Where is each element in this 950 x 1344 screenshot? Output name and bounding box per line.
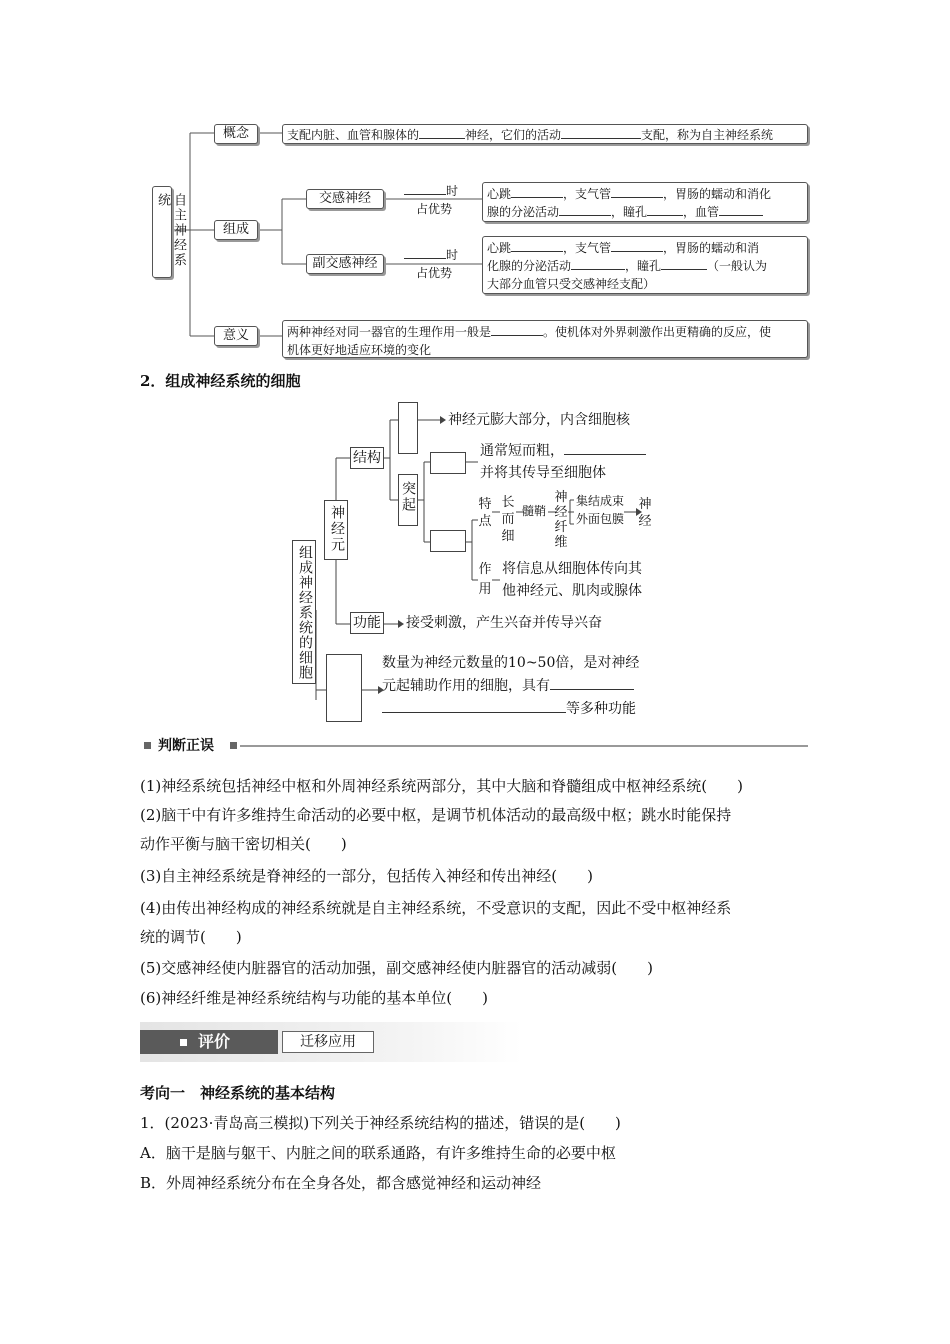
nerve-fiber-label: 神经纤维 bbox=[554, 490, 568, 550]
question-1: 1．(2023·青岛高三模拟)下列关于神经系统结构的描述，错误的是( ) bbox=[140, 1114, 621, 1132]
glia-blank-box bbox=[326, 654, 362, 722]
process-label: 突起 bbox=[400, 481, 416, 513]
bundle-text bbox=[576, 492, 624, 528]
section2-title: 2．组成神经系统的细胞 bbox=[140, 372, 301, 390]
dendrite-blank-box bbox=[430, 452, 466, 474]
feature-label: 特点 bbox=[478, 497, 492, 529]
judge-item: 统的调节( ) bbox=[140, 928, 242, 946]
function-box bbox=[350, 612, 384, 634]
concept-text-a: 支配内脏、血管和腺体的 bbox=[287, 128, 420, 142]
blank bbox=[382, 700, 566, 713]
eval-banner bbox=[140, 1022, 522, 1062]
option-b: B．外周神经系统分布在全身各处，都含感觉神经和运动神经 bbox=[140, 1174, 542, 1192]
glia-desc-a: 数量为神经元数量的10~50倍，是对神经 bbox=[382, 655, 640, 671]
para-text: ，瞳孔 bbox=[625, 259, 662, 273]
sympathetic-time: 时 bbox=[446, 184, 459, 198]
diagram2-root-label: 组成神经系统的细胞 bbox=[297, 545, 313, 680]
function-short-label: 作用 bbox=[478, 562, 492, 597]
judge-item: (5)交感神经使内脏器官的活动加强，副交感神经使内脏器官的活动减弱( ) bbox=[140, 959, 653, 977]
judge-item: (2)脑干中有许多维持生命活动的必要中枢，是调节机体活动的最高级中枢；跳水时能保持 bbox=[140, 806, 732, 824]
judge-title: 判断正误 bbox=[158, 738, 214, 754]
blank bbox=[550, 677, 634, 690]
eval-sub: 迁移应用 bbox=[282, 1031, 374, 1053]
glia-desc bbox=[382, 652, 639, 721]
option-a: A．脑干是脑与躯干、内脏之间的联系通路，有许多维持生命的必要中枢 bbox=[140, 1144, 616, 1162]
para-text: （一般认为 bbox=[707, 259, 768, 273]
para-text: 化腺的分泌活动 bbox=[487, 259, 572, 273]
function-desc: 接受刺激，产生兴奋并传导兴奋 bbox=[406, 615, 602, 631]
sym-text: ，血管 bbox=[683, 205, 720, 219]
square-bullet-icon bbox=[180, 1039, 187, 1046]
para-text: 心跳 bbox=[487, 241, 512, 255]
neuron-box bbox=[324, 500, 348, 560]
bundle-a: 集结成束 bbox=[576, 494, 625, 508]
judge-item: 动作平衡与脑干密切相关( ) bbox=[140, 835, 347, 853]
blank bbox=[564, 442, 646, 455]
parasympathetic-label: 副交感神经 bbox=[312, 256, 378, 271]
sym-text: ，瞳孔 bbox=[611, 205, 648, 219]
para-text: ，支气管 bbox=[563, 241, 612, 255]
process-box bbox=[398, 474, 418, 526]
bundle-b: 外面包膜 bbox=[576, 512, 625, 526]
para-text: ，胃肠的蠕动和消 bbox=[663, 241, 760, 255]
sym-text: 心跳 bbox=[487, 187, 512, 201]
structure-box bbox=[350, 447, 384, 469]
concept-label: 概念 bbox=[222, 126, 249, 141]
diagram1-root-label: 自主神经系统 bbox=[155, 193, 186, 268]
parasympathetic-dominant: 占优势 bbox=[416, 266, 453, 280]
axon-desc-a: 将信息从细胞体传向其 bbox=[502, 561, 642, 577]
concept-text-b: 神经，它们的活动 bbox=[465, 128, 562, 142]
meaning-text: 机体更好地适应环境的变化 bbox=[287, 343, 432, 357]
axon-desc-b: 他神经元、肌肉或腺体 bbox=[502, 583, 642, 599]
cell-body-desc: 神经元膨大部分，内含细胞核 bbox=[448, 412, 630, 428]
sympathetic-dominant: 占优势 bbox=[416, 202, 453, 216]
myelin-label: 髓鞘 bbox=[522, 504, 547, 518]
neuron-label: 神经元 bbox=[329, 505, 345, 553]
function-label: 功能 bbox=[353, 615, 381, 631]
cell-body-blank-box bbox=[398, 402, 418, 454]
long-thin-label: 长而细 bbox=[501, 495, 515, 544]
axon-blank-box bbox=[430, 530, 466, 552]
meaning-text: 。使机体对外界刺激作出更精确的反应，使 bbox=[543, 325, 772, 339]
dendrite-desc-a: 通常短而粗， bbox=[480, 443, 564, 459]
divider bbox=[240, 745, 808, 747]
para-text: 大部分血管只受交感神经支配） bbox=[487, 277, 656, 291]
axon-desc bbox=[502, 558, 642, 602]
para-time: 时 bbox=[446, 248, 459, 262]
judge-item: (4)由传出神经构成的神经系统就是自主神经系统，不受意识的支配，因此不受中枢神经系 bbox=[140, 899, 732, 917]
glia-desc-b: 元起辅助作用的细胞，具有 bbox=[382, 678, 550, 694]
concept-text-c: 支配，称为自主神经系统 bbox=[641, 128, 774, 142]
sym-text: ，支气管 bbox=[563, 187, 612, 201]
square-bullet-icon bbox=[144, 742, 151, 749]
eval-label: 评价 bbox=[198, 1032, 231, 1051]
composition-label: 组成 bbox=[222, 222, 249, 237]
judge-item: (3)自主神经系统是脊神经的一部分，包括传入神经和传出神经( ) bbox=[140, 867, 593, 885]
nerve-label: 神经 bbox=[638, 497, 652, 529]
judge-item: (1)神经系统包括神经中枢和外周神经系统两部分，其中大脑和脊髓组成中枢神经系统( ) bbox=[140, 777, 743, 795]
judge-header bbox=[140, 735, 808, 757]
judge-item: (6)神经纤维是神经系统结构与功能的基本单位( ) bbox=[140, 989, 488, 1007]
meaning-label: 意义 bbox=[222, 328, 249, 343]
square-bullet-icon bbox=[230, 742, 237, 749]
sym-text: 腺的分泌活动 bbox=[487, 205, 560, 219]
sym-text: ，胃肠的蠕动和消化 bbox=[663, 187, 772, 201]
meaning-text: 两种神经对同一器官的生理作用一般是 bbox=[287, 325, 492, 339]
glia-desc-c: 等多种功能 bbox=[566, 701, 636, 717]
dendrite-desc bbox=[480, 440, 646, 484]
sympathetic-label: 交感神经 bbox=[318, 191, 371, 206]
diagram2-root-box bbox=[292, 540, 316, 684]
topic-title: 考向一 神经系统的基本结构 bbox=[140, 1084, 336, 1102]
dendrite-desc-b: 并将其传导至细胞体 bbox=[480, 465, 606, 481]
structure-label: 结构 bbox=[353, 450, 381, 466]
